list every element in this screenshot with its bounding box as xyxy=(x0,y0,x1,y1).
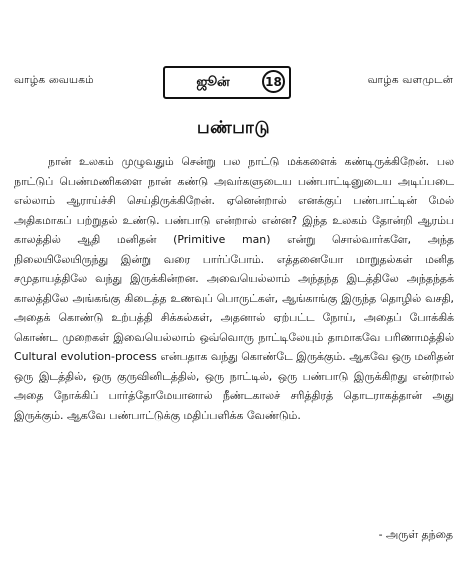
author-signature: - அருள் தந்தை xyxy=(378,528,453,541)
page-header xyxy=(0,64,467,104)
day-number: 18 xyxy=(262,70,285,93)
date-box xyxy=(163,66,291,99)
article-body: நான் உலகம் முழுவதும் சென்று பல நாட்டு மக்களைக் கண்டிருக்கிறேன். பல நாட்டுப் பெண்மணிகளை நான் கண்டு அவர்களுடைய பண்பாட்டினுடைய அடிப்படை எல்லாம் ஆராய்ச்சி செய்திருக்கிறேன். ஏனென்றால் எனக்குப் பண்பாட்டின் மேல் அதிகமாகப் பற்றுதல் உண்டு. பண்பாடு என்றால் என்ன? இந்த உலகம் தோன்றி ஆரம்ப காலத்தில் ஆதி மனிதன் (Primitive man) என்று சொல்வார்களே, அந்த நிலையிலேயிருந்து இன்று வரை பார்ப்போம். எத்தனையோ மாறுதல்கள் மனித சமுதாயத்திலே வந்து இருக்கின்றன. அவையெல்லாம் அந்தந்த இடத்திலே அந்தந்தக் காலத்திலே அங்கங்கு கிடைத்த உணவுப் பொருட்கள், ஆங்காங்கு இருந்த தொழில் வசதி, அதைக் கொண்டு உற்பத்தி சிக்கல்கள், அதனால் ஏற்பட்ட நோய், அதைப் போக்கிக் கொண்ட முறைகள் இவையெல்லாம் ஒவ்வொரு நாட்டிலேயும் தாமாகவே பரிணாமத்தில் Cultural evolution-process என்பதாக வந்து கொண்டே இருக்கும். ஆகவே ஒரு மனிதன் ஒரு இடத்தில், ஒரு குருவினிடத்தில், ஒரு நாட்டில், ஒரு பண்பாடு இருக்கிறது என்றால் அதை நோக்கிப் பார்த்தோமேயானால் நீண்டகாலச் சரித்திரத் தொடராகத்தான் அது இருக்கும். ஆகவே பண்பாட்டுக்கு மதிப்பளிக்க வேண்டும். xyxy=(14,155,454,422)
right-motto: வாழ்க வளமுடன் xyxy=(367,74,453,86)
left-motto: வாழ்க வையகம் xyxy=(14,74,94,86)
article-title: பண்பாடு xyxy=(197,118,270,138)
month-label: ஜூன் xyxy=(196,75,230,90)
